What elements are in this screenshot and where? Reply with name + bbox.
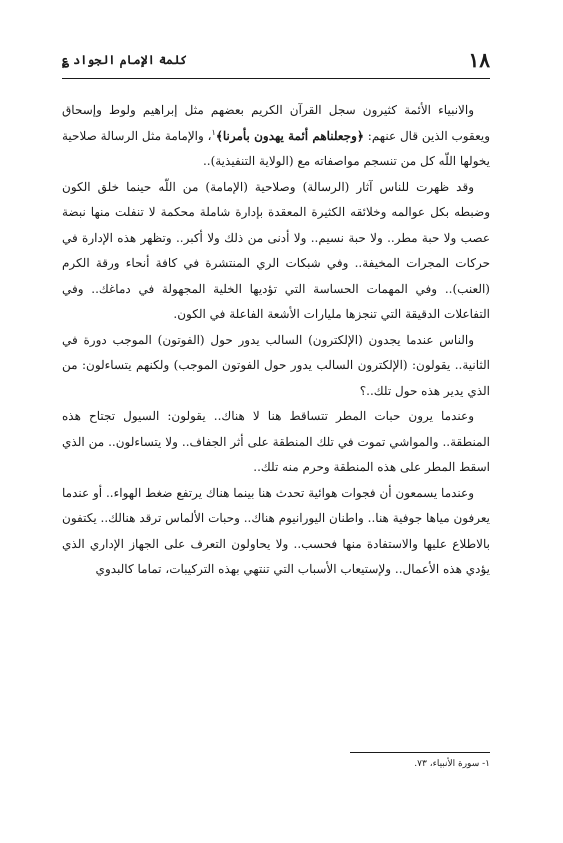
footnote: ١- سورة الأنبياء، ٧٣. xyxy=(414,759,490,769)
paragraph-5: وعندما يسمعون أن فجوات هوائية تحدث هنا بينما هناك يرتفع ضغط الهواء.. أو عندما يعرفون مياها جوفية هنا.. واطنان اليورانيوم هناك.. وحبات الألماس ترقد هنالك.. يكتفون بالاطلاع عليها والاستفادة منها فحسب.. ولا يحاولون التعرف على الجهاز الإداري الذي يؤدي هذه الأعمال.. ولإستيعاب الأسباب التي تنتهي بهذه التركيبات، تماما كالبدوي xyxy=(62,485,490,576)
paragraph-3: والناس عندما يجدون (الإلكترون) السالب يدور حول (الفوتون) الموجب دورة في الثانية.. يقولون: (الإلكترون السالب يدور حول الفوتون الموجب) ولكنهم يتساءلون: من الذي يدير هذه حول تلك..؟ xyxy=(62,332,490,398)
paragraph-2: وقد ظهرت للناس آثار (الرسالة) وصلاحية (الإمامة) من اللّه حينما خلق الكون وضبطه بكل عوالمه وخلائقه الكثيرة المعقدة بإدارة شاملة محكمة لا تنفلت منها نبضة عصب ولا حبة مطر.. ولا حبة نسيم.. ولا أدنى من ذلك ولا أكبر.. وتظهر هذه الإدارة في حركات المجرات المخيفة.. وفي شبكات الري المنتشرة في كافة أنحاء ورقة الكرم (العنب).. وفي المهمات الحساسة التي تؤديها الخلية المجهولة في دماغك.. وفي التفاعلات الدقيقة التي تنجزها مليارات الأشعة الفاعلة في الكون. xyxy=(62,179,490,321)
paragraph-1-text-b: ، والإمامة مثل الرسالة صلاحية يخولها اللّه كل من تنسجم مواصفاته مع (الولاية التنفيذية).. xyxy=(62,128,490,168)
quran-quote: ﴿وجعلناهم أئمة يهدون بأمرنا﴾ xyxy=(215,128,364,143)
body-text xyxy=(62,98,490,583)
footnote-rule xyxy=(350,752,490,753)
footnote-reference: ١ xyxy=(211,127,216,137)
paragraph-4: وعندما يرون حبات المطر تتساقط هنا لا هناك.. يقولون: السيول تجتاح هذه المنطقة.. والمواشي تموت في تلك المنطقة على أثر الجفاف.. ولا يتساءلون.. من الذي اسقط المطر على هذه المنطقة وحرم منه تلك.. xyxy=(62,409,490,474)
paragraph-1-text-a: والانبياء الأئمة كثيرون سجل القرآن الكريم بعضهم مثل إبراهيم ولوط وإسحاق ويعقوب الذين قال عنهم: xyxy=(62,103,491,143)
page-header xyxy=(62,50,490,76)
paragraph-1 xyxy=(62,98,490,175)
header-rule xyxy=(62,78,490,79)
page-number: ١٨ xyxy=(468,48,490,72)
running-title: كلمة الإمام الجواد ؏ xyxy=(62,53,188,67)
